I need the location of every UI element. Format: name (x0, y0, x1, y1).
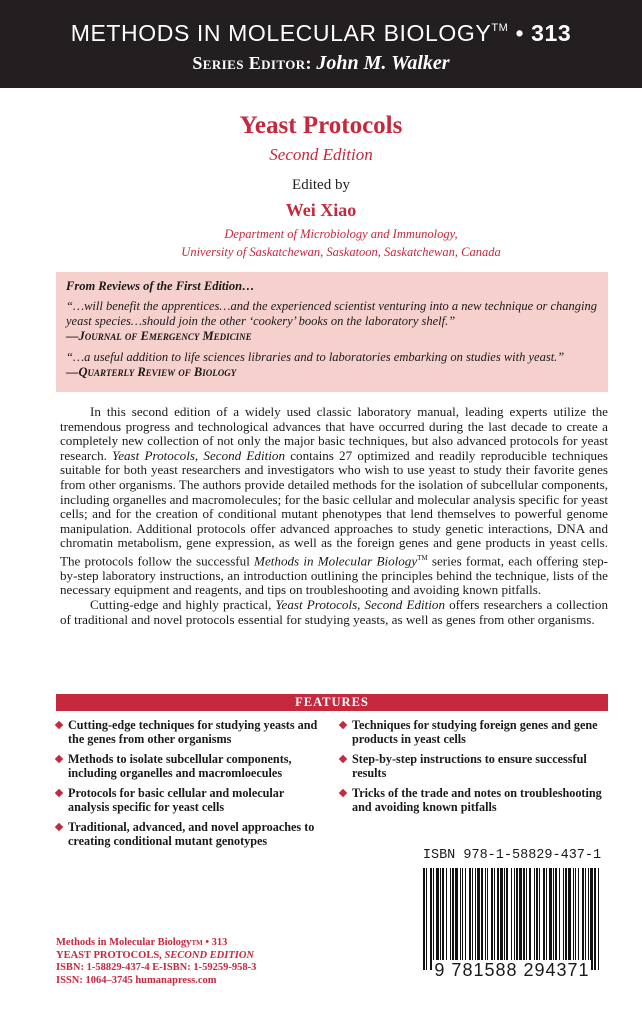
description-paragraph (60, 598, 608, 627)
barcode-bar (446, 868, 447, 970)
description-text: Cutting-edge and highly practical, (90, 597, 276, 613)
series-editor-name: John M. Walker (316, 52, 450, 74)
feature-item (340, 752, 610, 780)
barcode-bar (553, 868, 554, 970)
barcode-bar (559, 868, 560, 970)
edited-by-label: Edited by (292, 177, 350, 193)
footer-title-line (56, 950, 256, 963)
barcode-bar (469, 868, 471, 970)
description-text: contains 27 optimized and readily reproducible techniques suitable for both yeast researchers and investigators who wish to use yeast to study their favorite genes from other organisms. The authors provide detailed methods for the isolation of subcellular components, including organelles and macromolecules; for the basic cellular and molecular analysis specific for yeast cells; and for the creation of conditional mutant phenotypes that lend themselves to powerful genome manipulation. Additional protocols offer advanced approaches to study genetic interactions, DNA and chromatin metabolism, gene expression, as well as the foreign genes and gene products in yeast cells. The protocols follow the successful (60, 447, 608, 569)
feature-text: Tricks of the trade and notes on troubleshooting and avoiding known pitfalls (352, 786, 602, 814)
review-source: —Quarterly Review of Biology (66, 365, 237, 379)
barcode-bar (534, 868, 535, 970)
footer-series-line (56, 937, 256, 950)
barcode-bar (573, 868, 574, 970)
footer-trademark: TM (191, 939, 203, 947)
barcode-bar (504, 868, 505, 970)
barcode-bar (598, 868, 599, 970)
barcode-bar (440, 868, 441, 970)
barcode-bar (536, 868, 538, 970)
barcode-bar (506, 868, 508, 970)
barcode-bar (594, 868, 596, 970)
series-separator: • (515, 20, 525, 46)
barcode-bar (436, 868, 439, 970)
barcode-bar (543, 868, 545, 970)
barcode-bar (568, 868, 571, 970)
footer-title: YEAST PROTOCOLS, (56, 949, 165, 961)
review-source: —Journal of Emergency Medicine (66, 329, 252, 343)
feature-text: Protocols for basic cellular and molecular analysis specific for yeast cells (68, 786, 285, 814)
book-edition: Second Edition (269, 145, 373, 164)
barcode-bar (511, 868, 512, 970)
reviews-box (56, 272, 608, 392)
feature-item (340, 718, 610, 746)
author-university: University of Saskatchewan, Saskatoon, Saskatchewan, Canada (181, 245, 501, 259)
series-title-line (0, 20, 642, 47)
feature-text: Methods to isolate subcellular components, including organelles and macromloecules (68, 752, 292, 780)
footer-volume: • 313 (202, 937, 228, 948)
series-volume-number: 313 (531, 20, 572, 46)
barcode-digits (412, 960, 612, 981)
description-text: offers researchers a collection of traditional and novel protocols essential for studying yeasts, as well as genes from other organisms. (60, 597, 608, 627)
author-name: Wei Xiao (285, 200, 357, 220)
footer-isbn-line: ISBN: 1-58829-437-4 E-ISBN: 1-59259-958-3 (56, 962, 257, 974)
barcode-bar (539, 868, 540, 970)
series-editor-label: Series Editor: (192, 53, 312, 73)
barcode-bar (487, 868, 488, 970)
description-paragraph (60, 405, 608, 598)
barcode-bar (585, 868, 586, 970)
review-quote: “…a useful addition to life sciences libraries and to laboratories embarking on studies with yeast.” (66, 350, 565, 364)
barcode-bar (590, 868, 593, 970)
barcode-bar (500, 868, 503, 970)
isbn-label: ISBN 978-1-58829-437-1 (422, 848, 602, 863)
barcode-bar (462, 868, 463, 970)
barcode-bar (523, 868, 525, 970)
barcode-bar (423, 868, 425, 970)
feature-item (56, 718, 326, 746)
footer-info (56, 937, 256, 987)
series-trademark: TM (491, 22, 509, 34)
barcode-bar (582, 868, 584, 970)
barcode-bar (514, 868, 515, 970)
feature-item (56, 786, 326, 814)
barcode-bar (475, 868, 476, 970)
description-text: In this second edition of a widely used classic laboratory manual, leading experts utilize the tremendous progress and technological advances that have occurred during the last decade to create a completely new collection of not only the major basic techniques, but also advanced protocols for yeast research. (60, 404, 608, 463)
barcode-bar (494, 868, 495, 970)
book-description (60, 405, 608, 627)
diamond-bullet-icon (55, 789, 63, 797)
description-trademark: TM (417, 553, 428, 562)
barcode-bar (497, 868, 499, 970)
barcode-bar (575, 868, 576, 970)
feature-text: Cutting-edge techniques for studying yeasts and the genes from other organisms (68, 718, 318, 746)
barcode-bar (519, 868, 522, 970)
feature-text: Traditional, advanced, and novel approaches to creating conditional mutant genotypes (68, 820, 315, 848)
barcode-bar (526, 868, 527, 970)
barcode-bar (433, 868, 434, 970)
features-list-right (340, 718, 610, 820)
diamond-bullet-icon (339, 755, 347, 763)
footer-issn-line: ISSN: 1064–3745 humanapress.com (56, 974, 217, 986)
reviews-heading: From Reviews of the First Edition… (66, 279, 255, 293)
series-header-band (0, 0, 642, 88)
feature-item (56, 752, 326, 780)
barcode-bar (549, 868, 552, 970)
barcode-bar (578, 868, 579, 970)
barcode-bar (529, 868, 531, 970)
book-title: Yeast Protocols (239, 112, 403, 139)
series-editor-line (0, 52, 642, 75)
footer-edition: SECOND EDITION (164, 949, 254, 961)
barcode-bar (426, 868, 427, 970)
series-name: METHODS IN MOLECULAR BIOLOGY (70, 20, 492, 46)
features-heading: FEATURES (56, 694, 608, 711)
feature-item (56, 820, 326, 848)
diamond-bullet-icon (55, 755, 63, 763)
review-quote: “…will benefit the apprentices…and the experienced scientist venturing into a new technique or changing yeast species…should join the other ‘cookery’ books on the laboratory shelf.” (66, 299, 598, 328)
diamond-bullet-icon (339, 721, 347, 729)
barcode-bar (588, 868, 589, 970)
feature-text: Step-by-step instructions to ensure successful results (352, 752, 587, 780)
barcode-bar (472, 868, 473, 970)
barcode-bar (442, 868, 444, 970)
barcode-bar (477, 868, 480, 970)
barcode-bar (465, 868, 466, 970)
barcode-bar (516, 868, 518, 970)
diamond-bullet-icon (339, 789, 347, 797)
barcode-digit-text: 9 781588 294371 (434, 960, 590, 980)
barcode-bar (430, 868, 432, 970)
footer-series-name: Methods in Molecular Biology (56, 937, 192, 948)
barcode-icon (423, 868, 603, 970)
barcode-bar (563, 868, 564, 970)
barcode-bar (460, 868, 461, 970)
barcode-bar (546, 868, 547, 970)
barcode-bar (485, 868, 486, 970)
barcode-bar (481, 868, 483, 970)
feature-item (340, 786, 610, 814)
feature-text: Techniques for studying foreign genes and gene products in yeast cells (352, 718, 598, 746)
description-book-title: Yeast Protocols, Second Edition (112, 447, 285, 463)
description-book-title: Yeast Protocols, Second Edition (275, 597, 445, 613)
barcode-bar (455, 868, 458, 970)
barcode-bar (452, 868, 454, 970)
author-department: Department of Microbiology and Immunology, (224, 227, 458, 241)
diamond-bullet-icon (55, 823, 63, 831)
barcode-bar (555, 868, 557, 970)
diamond-bullet-icon (55, 721, 63, 729)
barcode-bar (450, 868, 451, 970)
barcode-bar (565, 868, 567, 970)
features-list-left (56, 718, 326, 854)
barcode-bar (491, 868, 493, 970)
description-series-name: Methods in Molecular Biology (254, 553, 418, 569)
description-text: series format, each offering step-by-step laboratory instructions, an introduction outlining the principles behind the technique, lists of the necessary equipment and reagents, and tips on troubleshooting and avoiding known pitfalls. (60, 553, 608, 598)
